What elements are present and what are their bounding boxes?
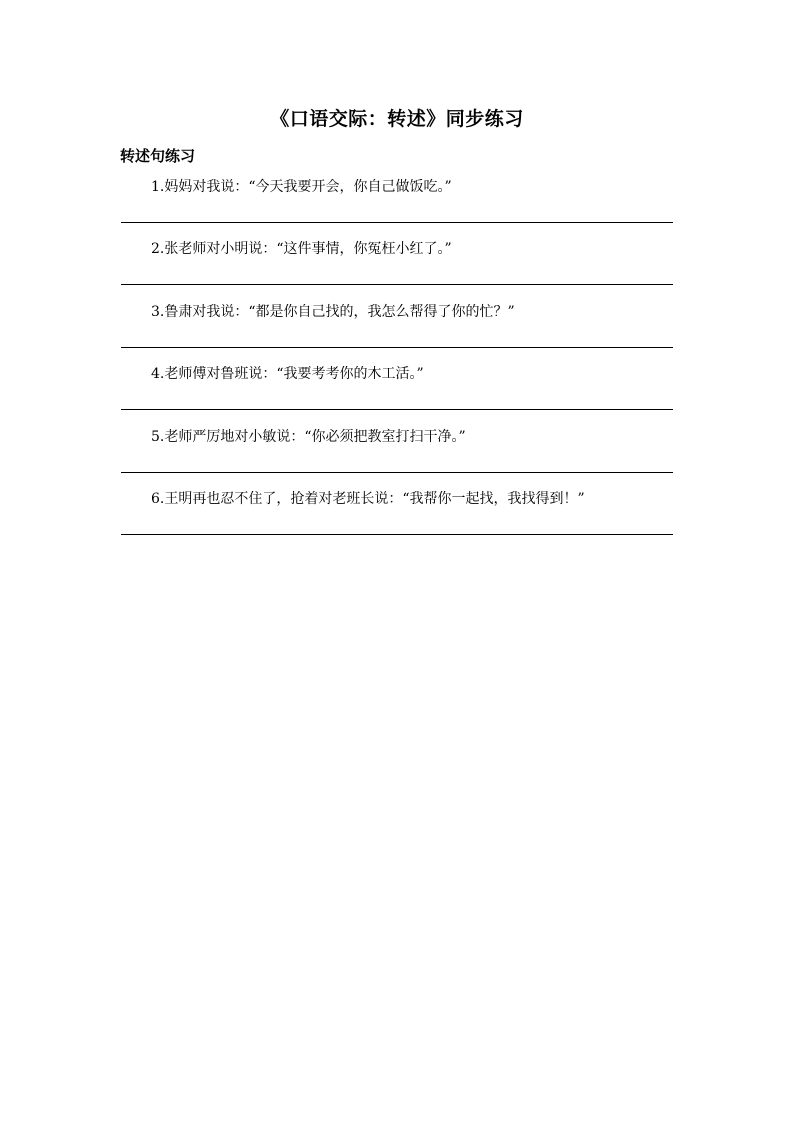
answer-line [121,409,673,410]
exercise-prompt: 2.张老师对小明说：“这件事情，你冤枉小红了。” [151,241,452,258]
exercise-prompt: 4.老师傅对鲁班说：“我要考考你的木工活。” [151,366,424,383]
exercise-item-4 [121,357,673,419]
exercise-item-1 [121,170,673,232]
section-heading: 转述句练习 [120,147,196,165]
exercise-prompt: 6.王明再也忍不住了，抢着对老班长说：“我帮你一起找，我找得到！” [151,490,585,507]
page-title: 《口语交际：转述》同步练习 [270,108,524,130]
answer-line [121,284,673,285]
exercise-item-2 [121,232,673,294]
answer-line [121,534,673,535]
answer-line [121,347,673,348]
exercise-item-3 [121,295,673,357]
exercise-prompt: 3.鲁肃对我说：“都是你自己找的，我怎么帮得了你的忙？” [151,303,515,320]
exercise-item-6 [121,482,673,544]
exercise-list [121,170,673,544]
exercise-item-5 [121,420,673,482]
answer-line [121,472,673,473]
exercise-prompt: 1.妈妈对我说：“今天我要开会，你自己做饭吃。” [151,179,452,195]
exercise-prompt: 5.老师严厉地对小敏说：“你必须把教室打扫干净。” [151,428,466,445]
answer-line [121,222,673,223]
